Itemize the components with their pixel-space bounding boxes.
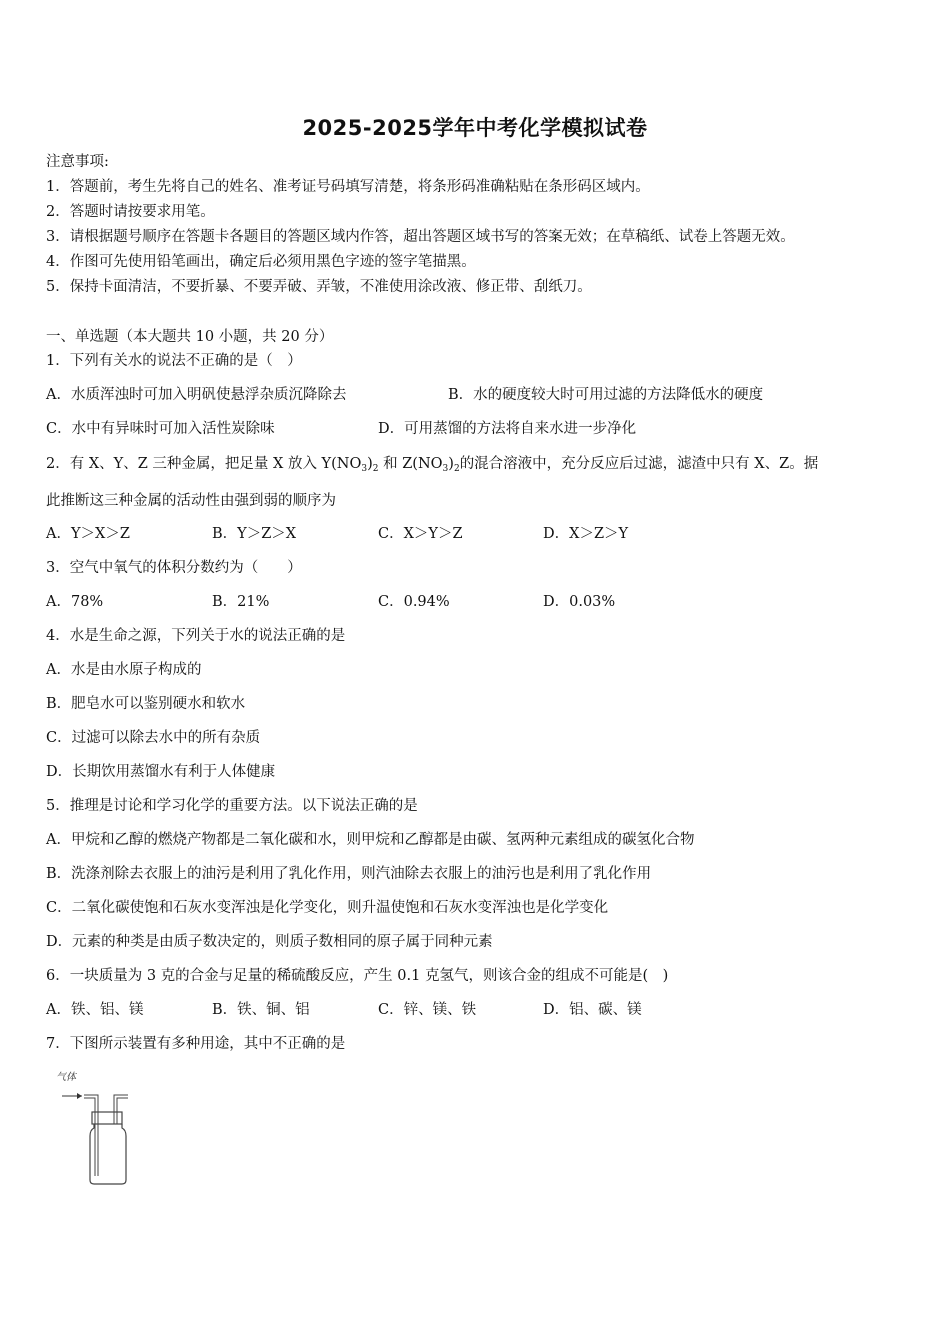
q5-option-d: D．元素的种类是由质子数决定的，则质子数相同的原子属于同种元素 [46, 934, 493, 950]
gas-bottle-drawing [54, 1068, 144, 1188]
q2-subscript-3: 3 [442, 464, 449, 474]
question-4-stem: 4．水是生命之源，下列关于水的说法正确的是 [46, 628, 346, 644]
q2-paren-2: ) [448, 456, 454, 472]
q3-option-a: A．78% [46, 594, 104, 610]
notice-heading: 注意事项: [46, 154, 109, 170]
q2-subscript-4: 2 [453, 464, 460, 474]
question-7-stem: 7．下图所示装置有多种用途，其中不正确的是 [46, 1036, 346, 1052]
q4-option-c: C．过滤可以除去水中的所有杂质 [46, 730, 261, 746]
q2-paren-1: ) [367, 456, 373, 472]
question-2-stem-line-2: 此推断这三种金属的活动性由强到弱的顺序为 [46, 493, 336, 509]
q2-subscript-2: 2 [372, 464, 379, 474]
q2-option-c: C．X＞Y＞Z [378, 526, 463, 542]
notice-item-5: 5．保持卡面清洁，不要折暴、不要弄破、弄皱，不准使用涂改液、修正带、刮纸刀。 [46, 279, 592, 295]
q4-option-d: D．长期饮用蒸馏水有利于人体健康 [46, 764, 276, 780]
page-title: 2025-2025学年中考化学模拟试卷 [302, 116, 648, 140]
question-1-stem: 1．下列有关水的说法不正确的是（ ） [46, 353, 302, 369]
q5-option-a: A．甲烷和乙醇的燃烧产物都是二氧化碳和水，则甲烷和乙醇都是由碳、氢两种元素组成的碳氢化合物 [46, 832, 695, 848]
section-heading: 一、单选题（本大题共 10 小题，共 20 分） [46, 329, 334, 345]
q6-option-c: C．锌、镁、铁 [378, 1002, 477, 1018]
question-6-stem: 6．一块质量为 3 克的合金与足量的稀硫酸反应，产生 0.1 克氢气，则该合金的组成不可能是( ) [46, 968, 669, 984]
q2-subscript-1: 3 [361, 464, 368, 474]
notice-item-3: 3．请根据题号顺序在答题卡各题目的答题区域内作答，超出答题区域书写的答案无效；在草稿纸、试卷上答题无效。 [46, 229, 795, 245]
q5-option-b: B．洗涤剂除去衣服上的油污是利用了乳化作用，则汽油除去衣服上的油污也是利用了乳化作用 [46, 866, 652, 882]
question-2-stem [46, 454, 818, 479]
notice-item-1: 1．答题前，考生先将自己的姓名、准考证号码填写清楚，将条形码准确粘贴在条形码区域内。 [46, 179, 650, 195]
q1-option-b: B．水的硬度较大时可用过滤的方法降低水的硬度 [448, 387, 764, 403]
notice-item-2: 2．答题时请按要求用笔。 [46, 204, 215, 220]
q3-option-b: B．21% [212, 594, 270, 610]
question-3-stem: 3．空气中氧气的体积分数约为（ ） [46, 560, 302, 576]
outlet-tube-outer [114, 1095, 128, 1124]
q3-option-d: D．0.03% [543, 594, 616, 610]
q4-option-a: A．水是由水原子构成的 [46, 662, 202, 678]
q5-option-c: C．二氧化碳使饱和石灰水变浑浊是化学变化，则升温使饱和石灰水变浑浊也是化学变化 [46, 900, 609, 916]
q2-stem-part-2: 和 Z(NO [378, 456, 443, 472]
q6-option-d: D．铝、碳、镁 [543, 1002, 642, 1018]
q2-stem-part-3: 的混合溶液中，充分反应后过滤，滤渣中只有 X、Z。据 [459, 456, 819, 472]
q2-option-d: D．X＞Z＞Y [543, 526, 629, 542]
q1-option-d: D．可用蒸馏的方法将自来水进一步净化 [378, 421, 637, 437]
q1-option-c: C．水中有异味时可加入活性炭除味 [46, 421, 275, 437]
gas-bottle-figure [54, 1068, 144, 1188]
q2-option-b: B．Y＞Z＞X [212, 526, 297, 542]
q6-option-a: A．铁、铝、镁 [46, 1002, 144, 1018]
notice-item-4: 4．作图可先使用铅笔画出，确定后必须用黑色字迹的签字笔描黑。 [46, 254, 476, 270]
inlet-tube-outer [84, 1095, 98, 1176]
question-5-stem: 5．推理是讨论和学习化学的重要方法。以下说法正确的是 [46, 798, 418, 814]
figure-gas-label: 气体 [56, 1072, 76, 1083]
q6-option-b: B．铁、铜、铝 [212, 1002, 310, 1018]
q3-option-c: C．0.94% [378, 594, 450, 610]
q1-option-a: A．水质浑浊时可加入明矾使悬浮杂质沉降除去 [46, 387, 347, 403]
q2-stem-part-1: 2．有 X、Y、Z 三种金属，把足量 X 放入 Y(NO [46, 456, 362, 472]
arrow-head-icon [77, 1093, 82, 1099]
q4-option-b: B．肥皂水可以鉴别硬水和软水 [46, 696, 246, 712]
q2-option-a: A．Y＞X＞Z [46, 526, 130, 542]
